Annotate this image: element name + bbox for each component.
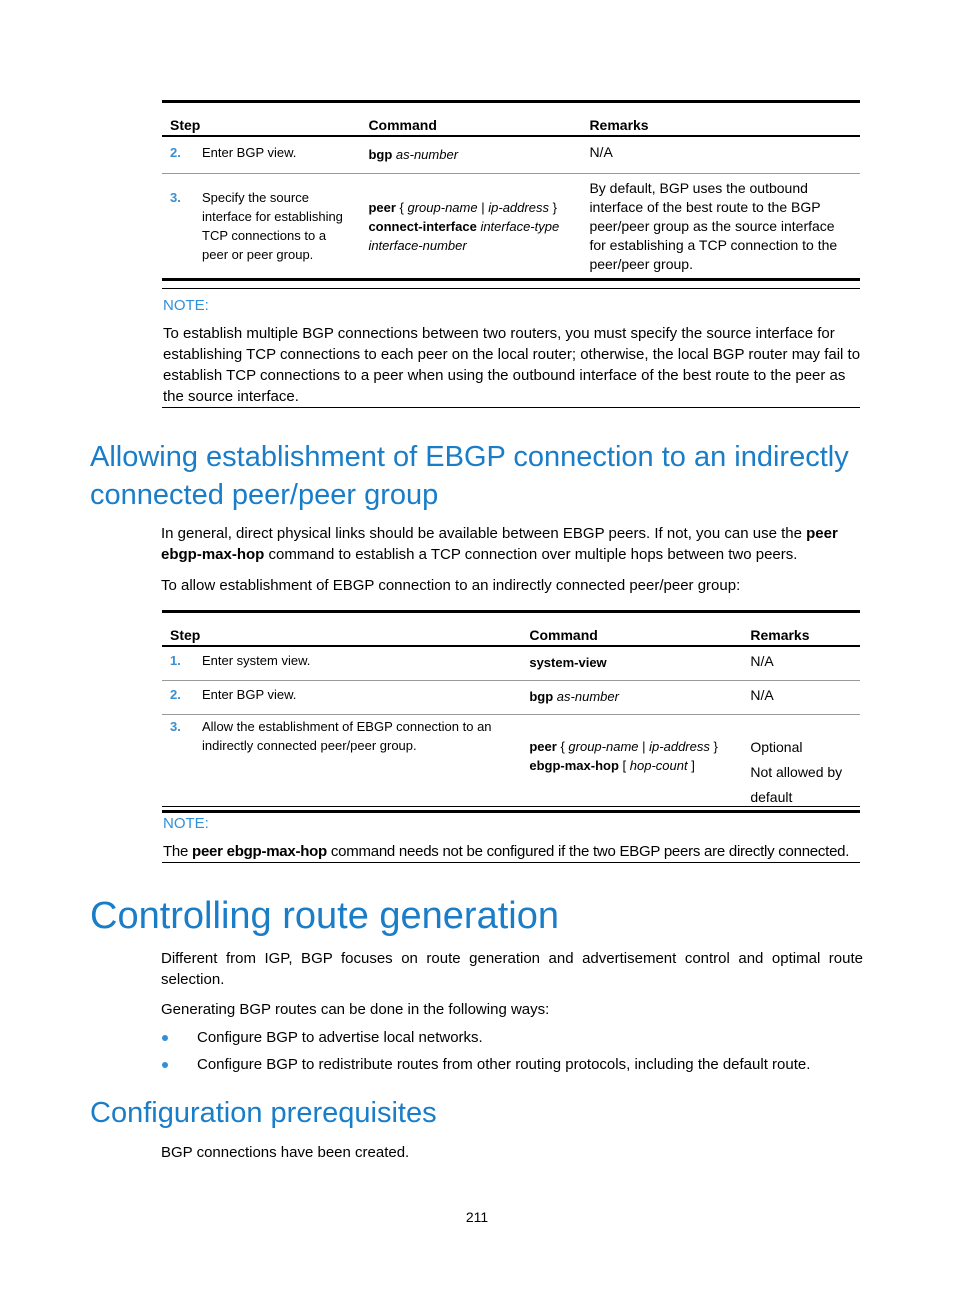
cmd-argument: group-name [568,739,639,754]
inline-command: peer [806,525,838,542]
cmd-bracket: [ [622,758,627,773]
step-number: 3. [162,174,194,280]
step-text: Allow the establishment of EBGP connection to an indirectly connected peer/peer group. [194,715,521,812]
text-run: command needs not be configured if the two EBGP peers are directly connected. [330,843,850,860]
note-top-rule [162,806,860,807]
command-cell [521,681,742,715]
remarks-cell [742,715,860,812]
cmd-argument: interface-number [368,238,467,253]
step-number: 2. [162,136,194,174]
header-command: Command [360,102,581,137]
chapter-heading: Controlling route generation [90,895,559,937]
cmd-keyword: peer [529,739,557,754]
step-text: Enter BGP view. [194,681,521,715]
cmd-argument: as-number [556,689,619,704]
section-heading [90,438,849,514]
body-paragraph: Different from IGP, BGP focuses on route generation and advertisement control and optimal route selection. [161,950,863,988]
remarks-line: Optional [750,739,803,755]
text-run: In general, direct physical links should be available between EBGP peers. If not, you can use the [161,525,802,542]
steps-table-1 [162,100,860,281]
inline-command: peer ebgp-max-hop [192,843,327,860]
text-run: The [163,843,189,860]
note-top-rule [162,288,860,289]
section-heading: Configuration prerequisites [90,1097,437,1129]
cmd-keyword: ebgp-max-hop [529,758,619,773]
remarks-cell: N/A [742,646,860,681]
cmd-argument: hop-count [629,758,688,773]
cmd-brace: { [560,739,565,754]
cmd-separator: | [481,200,485,215]
cmd-argument: as-number [395,147,459,162]
header-step: Step [162,612,521,647]
command-cell [521,646,742,681]
remarks-cell: By default, BGP uses the outbound interface of the best route to the BGP peer/peer group as the source interface for establishing a TCP connection to the peer/peer group. [581,174,860,280]
cmd-argument: ip-address [488,200,549,215]
body-paragraph [161,523,864,565]
table-row [162,715,860,812]
body-paragraph: BGP connections have been created. [161,1144,410,1161]
bullet-icon [162,1035,168,1041]
table-header-row [162,612,860,647]
command-cell [360,136,581,174]
step-number: 1. [162,646,194,681]
body-paragraph: To allow establishment of EBGP connection to an indirectly connected peer/peer group: [161,577,741,594]
command-cell [360,174,581,280]
note-text [163,841,849,862]
remarks-cell: N/A [742,681,860,715]
header-remarks: Remarks [742,612,860,647]
list-item: Configure BGP to redistribute routes from other routing protocols, including the default route. [197,1056,811,1073]
cmd-argument: interface-type [480,219,560,234]
cmd-keyword: bgp [529,689,554,704]
table-row [162,136,860,174]
cmd-argument: ip-address [649,739,710,754]
table-row [162,646,860,681]
remarks-line: Not allowed by default [750,764,843,805]
steps-table-2 [162,610,860,813]
table-header-row [162,102,860,137]
note-text: To establish multiple BGP connections between two routers, you must specify the source interface for establishing TCP connections to each peer on the local router; otherwise, the local BGP router may fail to establish TCP connections to a peer when using the outbound interface of the best route to the peer as the source interface. [163,325,861,405]
step-text: Enter system view. [194,646,521,681]
page-number: 211 [465,1209,489,1225]
command-cell [521,715,742,812]
step-number: 2. [162,681,194,715]
bullet-icon [162,1062,168,1068]
inline-command: ebgp-max-hop [161,546,265,563]
note-label: NOTE: [163,297,209,314]
body-paragraph: Generating BGP routes can be done in the following ways: [161,1001,550,1018]
note-label: NOTE: [163,815,209,832]
cmd-keyword: peer [368,200,396,215]
heading-line: Allowing establishment of EBGP connection to an indirectly [90,441,849,473]
step-number: 3. [162,715,194,812]
note-bottom-rule [162,407,860,408]
text-run: command to establish a TCP connection over multiple hops between two peers. [268,546,798,563]
cmd-bracket: ] [691,758,695,773]
header-remarks: Remarks [581,102,860,137]
cmd-brace: } [552,200,557,215]
cmd-brace: } [713,739,718,754]
note-bottom-rule [162,862,860,863]
cmd-keyword: bgp [368,147,393,162]
cmd-argument: group-name [407,200,478,215]
table-row [162,681,860,715]
step-text: Specify the source interface for establishing TCP connections to a peer or peer group. [194,174,360,280]
header-step: Step [162,102,360,137]
remarks-cell: N/A [581,136,860,174]
cmd-brace: { [399,200,404,215]
heading-line: connected peer/peer group [90,479,439,511]
list-item: Configure BGP to advertise local networks. [197,1029,483,1046]
cmd-keyword: connect-interface [368,219,477,234]
header-command: Command [521,612,742,647]
step-text: Enter BGP view. [194,136,360,174]
table-row [162,174,860,280]
cmd-separator: | [642,739,646,754]
cmd-keyword: system-view [529,655,607,670]
